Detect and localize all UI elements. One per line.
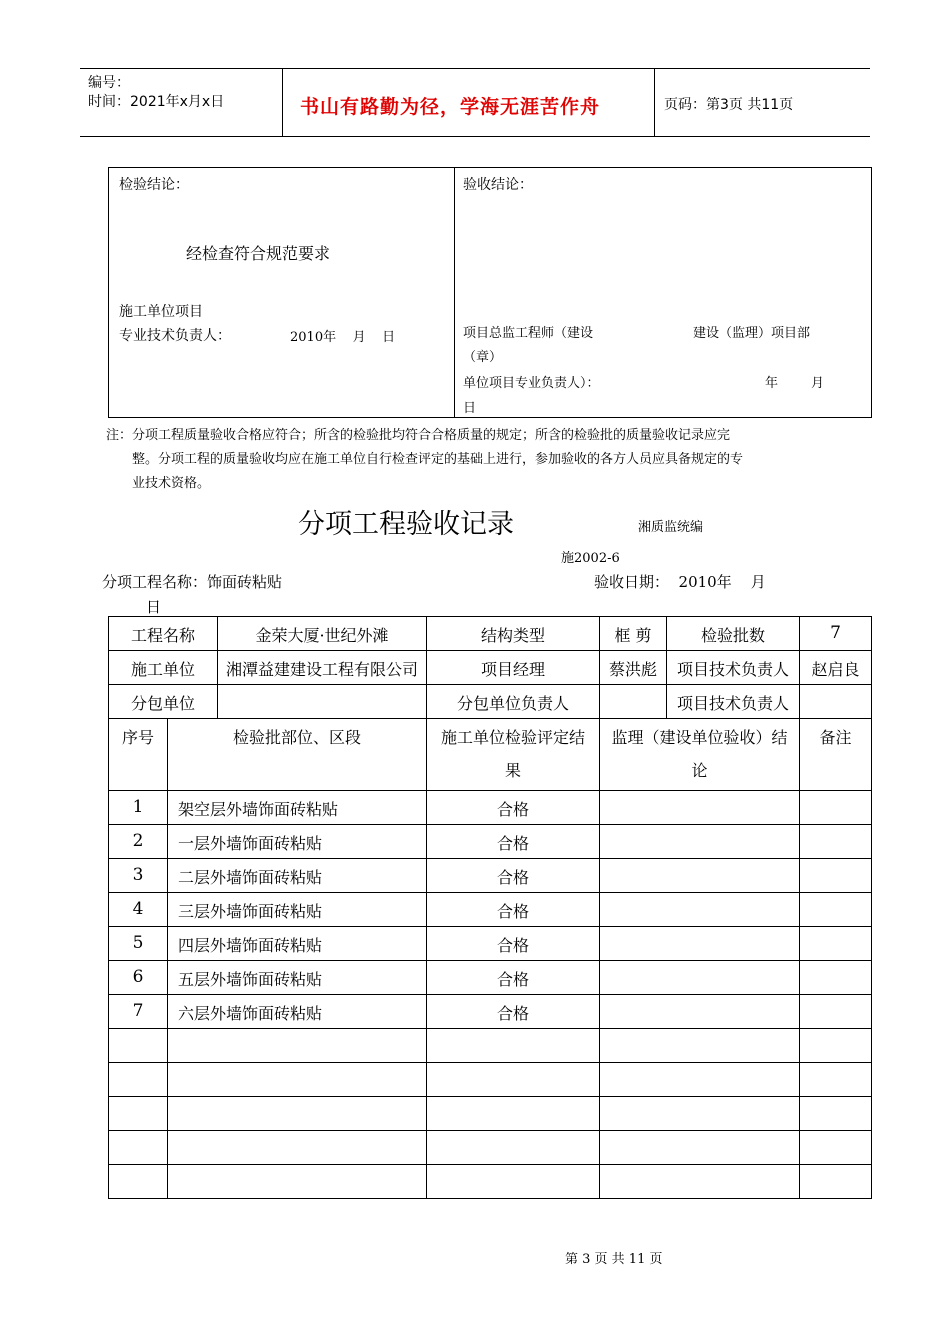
col-supervisor-header-1: 监理（建设单位验收）结 [611, 728, 788, 747]
row-builder-result: 合格 [497, 800, 530, 819]
acceptance-date-label: 验收日期： 2010年 月 [594, 573, 766, 591]
batch-count-label: 检验批数 [701, 626, 766, 645]
row-supervisor-result [604, 791, 795, 797]
empty-cell [600, 1165, 800, 1199]
table-row [109, 961, 872, 995]
tech-lead-label: 项目技术负责人 [677, 660, 790, 679]
header-number-label: 编号： [88, 75, 130, 91]
item-name-label: 分项工程名称：饰面砖粘贴 [102, 573, 283, 591]
inspection-conclusion-label: 检验结论： [119, 177, 189, 193]
table-row [109, 791, 872, 825]
record-issuer: 湘质监统编 [638, 520, 704, 535]
empty-cell [600, 1029, 800, 1063]
supervision-department-label: 建设（监理）项目部 [693, 326, 811, 341]
col-remark-header: 备注 [819, 728, 852, 747]
inspection-conclusion-text: 经检查符合规范要求 [186, 244, 331, 263]
empty-cell [800, 1063, 872, 1097]
row-location: 一层外墙饰面砖粘贴 [178, 834, 323, 853]
row-supervisor-result [604, 961, 795, 967]
empty-cell [427, 1063, 600, 1097]
row-location: 三层外墙饰面砖粘贴 [178, 902, 323, 921]
empty-cell [168, 1097, 427, 1131]
row-location: 二层外墙饰面砖粘贴 [178, 868, 323, 887]
row-builder-result: 合格 [497, 970, 530, 989]
row-builder-result: 合格 [497, 834, 530, 853]
note-line-3: 业技术资格。 [132, 476, 211, 491]
empty-cell [427, 1131, 600, 1165]
subcontractor-tech-value [804, 685, 867, 691]
row-remark [804, 995, 867, 1001]
row-supervisor-result [604, 859, 795, 865]
col-builder-result-header-2: 果 [505, 761, 522, 780]
header-motto: 书山有路勤为径，学海无涯苦作舟 [300, 96, 601, 118]
info-row-builder [109, 651, 872, 685]
row-supervisor-result [604, 893, 795, 899]
col-location-header: 检验批部位、区段 [233, 728, 362, 747]
table-row [109, 859, 872, 893]
empty-table-row [109, 1029, 872, 1063]
empty-cell [600, 1063, 800, 1097]
subcontractor-tech-label: 项目技术负责人 [677, 694, 790, 713]
row-supervisor-result [604, 927, 795, 933]
tech-lead-value: 赵启良 [811, 660, 860, 679]
empty-cell [109, 1097, 168, 1131]
table-row [109, 995, 872, 1029]
table-row [109, 927, 872, 961]
note-line-1: 注：分项工程质量验收合格应符合；所含的检验批均符合合格质量的规定；所含的检验批的质量验收记录应完 [106, 428, 731, 443]
row-supervisor-result [604, 825, 795, 831]
col-seq-header: 序号 [121, 728, 154, 747]
row-location: 四层外墙饰面砖粘贴 [178, 936, 323, 955]
info-row-subcontractor [109, 685, 872, 719]
owner-lead-label: 单位项目专业负责人）： [463, 376, 600, 391]
builder-project-label: 施工单位项目 [119, 304, 203, 320]
supervisor-sign-date: 年 月 [765, 376, 825, 391]
col-builder-result-header-1: 施工单位检验评定结 [441, 728, 586, 747]
subcontractor-lead-label: 分包单位负责人 [457, 694, 570, 713]
row-remark [804, 893, 867, 899]
empty-cell [800, 1131, 872, 1165]
record-title: 分项工程验收记录 [298, 509, 514, 540]
empty-cell [168, 1131, 427, 1165]
header-page-info: 页码：第3页 共11页 [664, 97, 794, 113]
builder-tech-lead-label: 专业技术负责人： [119, 328, 231, 344]
subcontractor-value [222, 685, 422, 691]
row-builder-result: 合格 [497, 902, 530, 921]
row-builder-result: 合格 [497, 936, 530, 955]
empty-cell [168, 1063, 427, 1097]
structure-type-value: 框 剪 [614, 626, 652, 645]
header-divider-left [282, 68, 283, 136]
col-supervisor-header-2: 论 [691, 761, 708, 780]
note-line-2: 整。分项工程的质量验收均应在施工单位自行检查评定的基础上进行，参加验收的各方人员应具备规定的专 [132, 452, 744, 467]
empty-cell [109, 1131, 168, 1165]
empty-table-row [109, 1097, 872, 1131]
conclusion-divider [454, 167, 455, 417]
table-row [109, 825, 872, 859]
row-remark [804, 859, 867, 865]
header-top-rule [80, 68, 870, 69]
header-divider-right [654, 68, 655, 136]
empty-cell [600, 1131, 800, 1165]
project-manager-value: 蔡洪彪 [609, 660, 658, 679]
seal-label: （章） [463, 350, 503, 365]
empty-cell [427, 1165, 600, 1199]
empty-cell [109, 1029, 168, 1063]
acceptance-date-day: 日 [146, 598, 162, 616]
empty-cell [168, 1165, 427, 1199]
row-seq: 7 [132, 1001, 144, 1021]
builder-value: 湘潭益建建设工程有限公司 [226, 660, 419, 679]
empty-cell [800, 1097, 872, 1131]
chief-supervisor-label: 项目总监工程师（建设 [463, 326, 594, 341]
empty-cell [427, 1029, 600, 1063]
column-header-row [109, 719, 872, 791]
row-remark [804, 825, 867, 831]
empty-cell [800, 1165, 872, 1199]
row-remark [804, 927, 867, 933]
row-remark [804, 961, 867, 967]
row-seq: 1 [132, 797, 144, 817]
row-seq: 3 [132, 865, 144, 885]
empty-table-row [109, 1131, 872, 1165]
row-seq: 2 [132, 831, 144, 851]
supervisor-sign-day: 日 [463, 401, 477, 416]
info-row-project [109, 617, 872, 651]
row-location: 六层外墙饰面砖粘贴 [178, 1004, 323, 1023]
empty-cell [600, 1097, 800, 1131]
acceptance-record-table [108, 616, 872, 1199]
subcontractor-label: 分包单位 [131, 694, 196, 713]
empty-cell [427, 1097, 600, 1131]
row-remark [804, 791, 867, 797]
row-location: 架空层外墙饰面砖粘贴 [178, 800, 339, 819]
row-builder-result: 合格 [497, 1004, 530, 1023]
row-seq: 6 [132, 967, 144, 987]
record-rows [109, 791, 872, 1199]
header-bottom-rule [80, 136, 870, 137]
builder-label: 施工单位 [131, 660, 196, 679]
acceptance-conclusion-label: 验收结论： [463, 177, 533, 193]
empty-cell [109, 1063, 168, 1097]
batch-count-value: 7 [830, 623, 841, 643]
project-manager-label: 项目经理 [481, 660, 546, 679]
empty-cell [109, 1165, 168, 1199]
project-name-value: 金荣大厦·世纪外滩 [255, 626, 389, 645]
table-row [109, 893, 872, 927]
row-location: 五层外墙饰面砖粘贴 [178, 970, 323, 989]
empty-table-row [109, 1165, 872, 1199]
structure-type-label: 结构类型 [481, 626, 546, 645]
builder-sign-date: 2010年 月 日 [290, 330, 396, 345]
subcontractor-lead-value [604, 685, 662, 691]
row-builder-result: 合格 [497, 868, 530, 887]
record-form-code: 施2002-6 [561, 551, 620, 566]
header-time-label: 时间：2021年x月x日 [88, 94, 225, 110]
project-name-label: 工程名称 [131, 626, 196, 645]
empty-cell [800, 1029, 872, 1063]
row-seq: 4 [132, 899, 144, 919]
empty-table-row [109, 1063, 872, 1097]
row-seq: 5 [132, 933, 144, 953]
empty-cell [168, 1029, 427, 1063]
row-supervisor-result [604, 995, 795, 1001]
footer-page-number: 第 3 页 共 11 页 [565, 1252, 663, 1267]
